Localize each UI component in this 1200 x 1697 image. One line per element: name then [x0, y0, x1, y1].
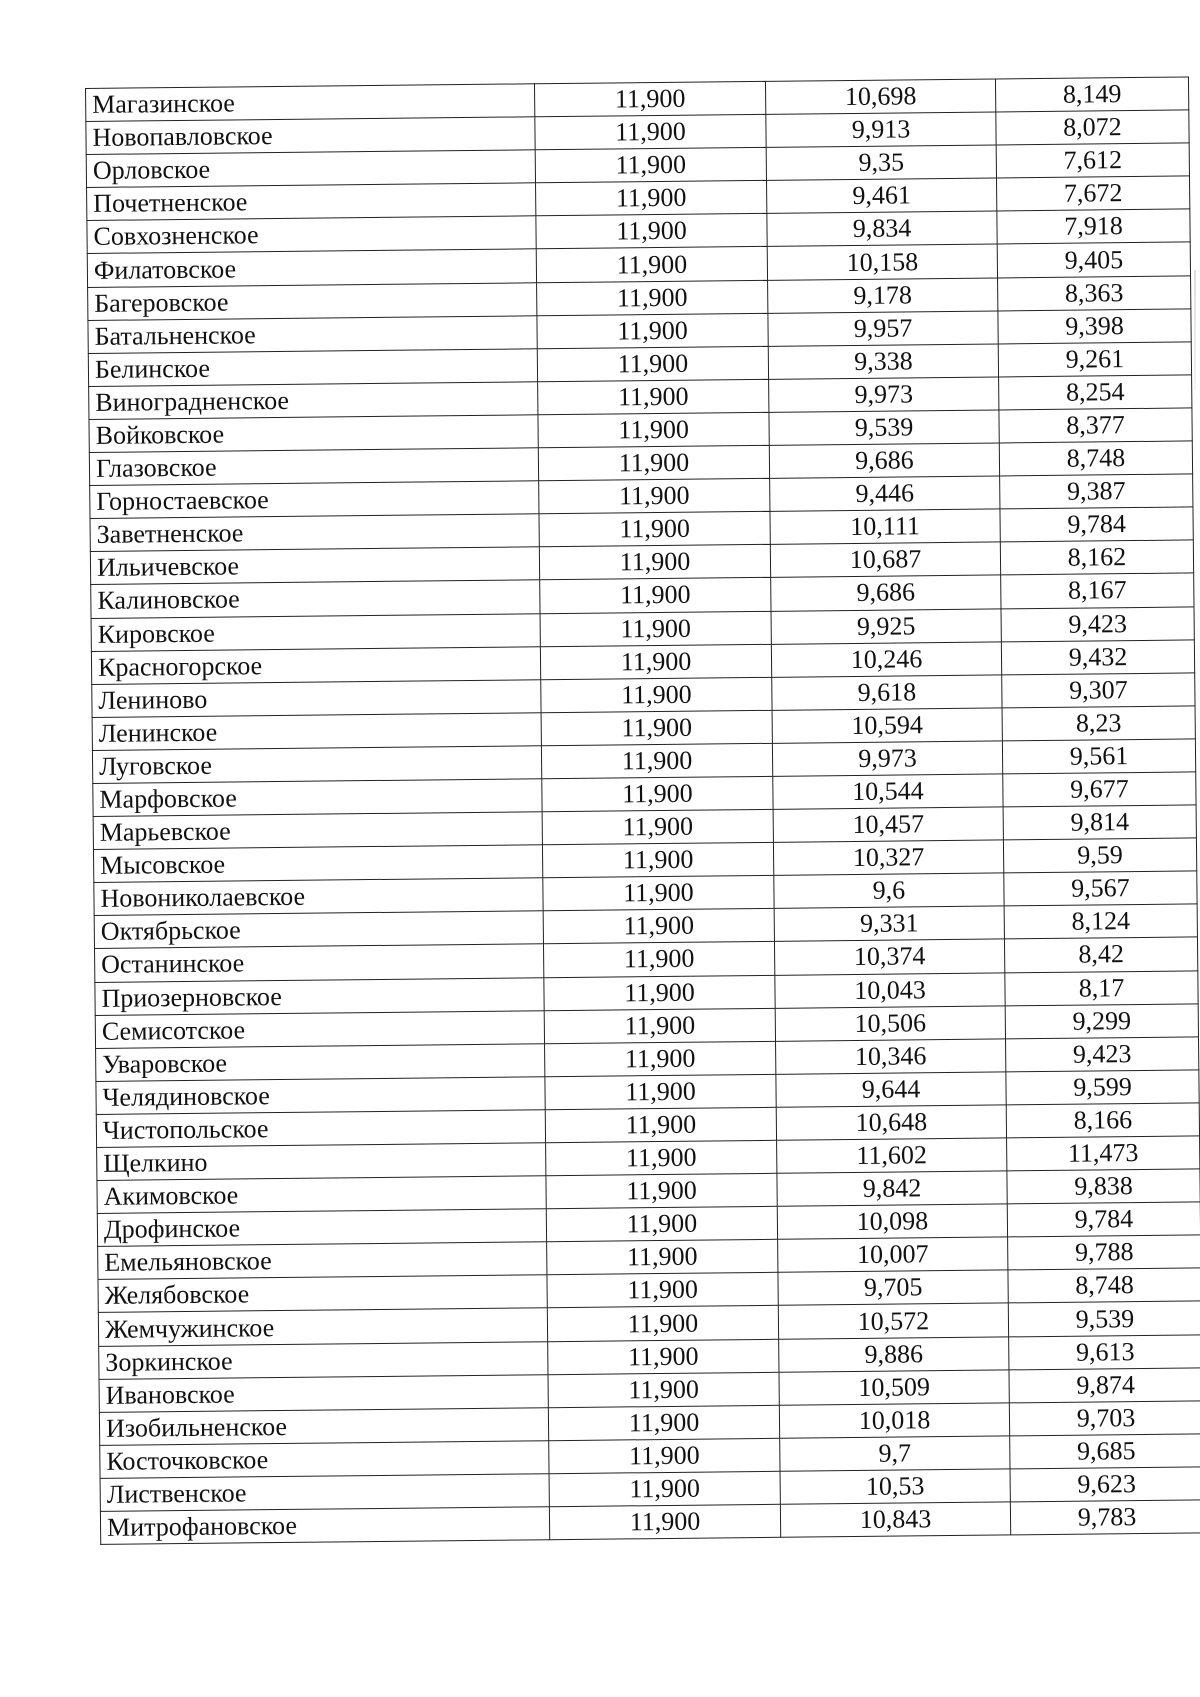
settlement-name-cell: Орловское — [86, 150, 535, 188]
settlement-name-cell: Филатовское — [87, 249, 536, 287]
value-cell-1: 11,900 — [541, 710, 772, 746]
value-cell-2: 9,7 — [780, 1436, 1010, 1472]
settlement-name-cell: Батальненское — [88, 315, 537, 353]
value-cell-2: 10,506 — [775, 1006, 1005, 1042]
value-cell-1: 11,900 — [536, 247, 767, 283]
settlement-name-cell: Уваровское — [96, 1043, 545, 1081]
value-cell-1: 11,900 — [549, 1504, 780, 1540]
value-cell-1: 11,900 — [545, 1074, 776, 1110]
value-cell-1: 11,900 — [548, 1372, 779, 1408]
value-cell-3: 9,423 — [1001, 606, 1194, 641]
value-cell-3: 9,703 — [1009, 1401, 1200, 1436]
value-cell-3: 8,072 — [996, 110, 1189, 145]
value-cell-1: 11,900 — [547, 1306, 778, 1342]
value-cell-1: 11,900 — [536, 214, 767, 250]
value-cell-3: 8,17 — [1005, 970, 1198, 1005]
settlement-name-cell: Виноградненское — [89, 382, 538, 420]
value-cell-1: 11,900 — [548, 1339, 779, 1375]
value-cell-3: 9,784 — [1000, 507, 1193, 542]
value-cell-1: 11,900 — [537, 280, 768, 316]
value-cell-2: 9,331 — [774, 906, 1004, 942]
value-cell-1: 11,900 — [549, 1438, 780, 1474]
settlement-name-cell: Емельяновское — [98, 1242, 547, 1280]
value-cell-3: 7,918 — [997, 209, 1190, 244]
value-cell-2: 10,007 — [778, 1237, 1008, 1273]
value-cell-2: 10,648 — [776, 1105, 1006, 1141]
value-cell-1: 11,900 — [547, 1273, 778, 1309]
value-cell-3: 9,685 — [1010, 1434, 1200, 1469]
value-cell-3: 8,23 — [1002, 706, 1195, 741]
settlement-name-cell: Октябрьское — [94, 911, 543, 949]
value-cell-1: 11,900 — [540, 644, 771, 680]
value-cell-1: 11,900 — [534, 81, 765, 117]
value-cell-2: 9,834 — [767, 211, 997, 247]
value-cell-3: 8,124 — [1004, 904, 1197, 939]
value-cell-1: 11,900 — [537, 313, 768, 349]
settlement-name-cell: Магазинское — [86, 84, 535, 122]
value-cell-3: 9,623 — [1010, 1467, 1200, 1502]
value-cell-3: 9,838 — [1007, 1169, 1200, 1204]
value-cell-1: 11,900 — [549, 1471, 780, 1507]
value-cell-2: 9,886 — [779, 1336, 1009, 1372]
value-cell-1: 11,900 — [540, 578, 771, 614]
value-cell-2: 10,572 — [778, 1303, 1008, 1339]
value-cell-2: 9,644 — [776, 1072, 1006, 1108]
settlement-name-cell: Новопавловское — [86, 117, 535, 155]
settlement-name-cell: Желябовское — [98, 1275, 547, 1313]
value-cell-1: 11,900 — [543, 876, 774, 912]
scan-edge-mark — [1194, 270, 1196, 390]
value-cell-3: 8,363 — [998, 275, 1191, 310]
value-cell-1: 11,900 — [539, 478, 770, 514]
value-cell-2: 10,346 — [776, 1039, 1006, 1075]
value-cell-1: 11,900 — [535, 148, 766, 184]
value-cell-2: 10,843 — [780, 1502, 1010, 1538]
settlement-name-cell: Акимовское — [97, 1176, 546, 1214]
settlement-name-cell: Лиственское — [100, 1474, 549, 1512]
settlement-name-cell: Совхозненское — [87, 216, 536, 254]
value-cell-2: 10,594 — [772, 708, 1002, 744]
value-cell-1: 11,900 — [539, 512, 770, 548]
value-cell-3: 9,307 — [1002, 673, 1195, 708]
value-cell-1: 11,900 — [542, 776, 773, 812]
value-cell-3: 9,599 — [1006, 1070, 1199, 1105]
value-cell-1: 11,900 — [538, 379, 769, 415]
value-cell-1: 11,900 — [542, 809, 773, 845]
value-cell-3: 7,612 — [996, 143, 1189, 178]
settlement-name-cell: Горностаевское — [90, 481, 539, 519]
settlement-name-cell: Заветненское — [90, 514, 539, 552]
value-cell-3: 7,672 — [996, 176, 1189, 211]
settlement-name-cell: Лениново — [92, 679, 541, 717]
value-cell-2: 9,913 — [766, 112, 996, 148]
value-cell-3: 9,261 — [998, 342, 1191, 377]
settlement-name-cell: Марфовское — [93, 779, 542, 817]
settlement-name-cell: Зоркинское — [99, 1341, 548, 1379]
value-cell-2: 9,539 — [769, 410, 999, 446]
value-cell-1: 11,900 — [538, 445, 769, 481]
value-cell-2: 10,043 — [775, 972, 1005, 1008]
table-body — [86, 77, 1200, 1545]
value-cell-3: 9,783 — [1010, 1500, 1200, 1535]
value-cell-2: 9,461 — [767, 178, 997, 214]
value-cell-3: 8,166 — [1006, 1103, 1199, 1138]
value-cell-3: 9,423 — [1006, 1037, 1199, 1072]
value-cell-3: 9,677 — [1003, 772, 1196, 807]
value-cell-2: 10,111 — [770, 509, 1000, 545]
value-cell-2: 10,098 — [777, 1204, 1007, 1240]
settlement-name-cell: Щелкино — [97, 1143, 546, 1181]
value-cell-2: 10,018 — [779, 1403, 1009, 1439]
value-cell-3: 9,398 — [998, 309, 1191, 344]
value-cell-3: 9,299 — [1005, 1004, 1198, 1039]
value-cell-2: 9,973 — [769, 377, 999, 413]
value-cell-3: 9,613 — [1009, 1334, 1200, 1369]
value-cell-1: 11,900 — [543, 942, 774, 978]
value-cell-2: 9,925 — [771, 608, 1001, 644]
value-cell-2: 9,957 — [768, 311, 998, 347]
settlement-name-cell: Митрофановское — [100, 1507, 549, 1545]
value-cell-3: 11,473 — [1007, 1136, 1200, 1171]
value-cell-1: 11,900 — [543, 909, 774, 945]
value-cell-1: 11,900 — [541, 677, 772, 713]
value-cell-1: 11,900 — [536, 181, 767, 217]
value-cell-1: 11,900 — [546, 1140, 777, 1176]
value-cell-3: 9,784 — [1007, 1202, 1200, 1237]
value-cell-1: 11,900 — [541, 743, 772, 779]
settlement-name-cell: Калиновское — [91, 580, 540, 618]
settlement-name-cell: Семисотское — [95, 1010, 544, 1048]
settlement-name-cell: Ильичевское — [90, 547, 539, 585]
value-cell-1: 11,900 — [542, 842, 773, 878]
value-cell-1: 11,900 — [539, 545, 770, 581]
value-cell-1: 11,900 — [545, 1041, 776, 1077]
value-cell-1: 11,900 — [546, 1173, 777, 1209]
value-cell-1: 11,900 — [540, 611, 771, 647]
value-cell-3: 8,162 — [1000, 540, 1193, 575]
value-cell-2: 10,374 — [774, 939, 1004, 975]
settlement-name-cell: Ивановское — [99, 1374, 548, 1412]
value-cell-2: 9,686 — [769, 443, 999, 479]
value-cell-2: 9,446 — [770, 476, 1000, 512]
settlement-name-cell: Багеровское — [88, 282, 537, 320]
value-cell-3: 8,149 — [995, 77, 1188, 112]
value-cell-3: 8,377 — [999, 408, 1192, 443]
settlement-name-cell: Чистопольское — [96, 1110, 545, 1148]
value-cell-2: 9,6 — [774, 873, 1004, 909]
value-cell-2: 10,246 — [771, 642, 1001, 678]
value-cell-2: 10,327 — [773, 840, 1003, 876]
value-cell-2: 10,544 — [773, 774, 1003, 810]
value-cell-1: 11,900 — [544, 975, 775, 1011]
settlement-name-cell: Красногорское — [91, 646, 540, 684]
value-cell-2: 10,53 — [780, 1469, 1010, 1505]
value-cell-1: 11,900 — [546, 1206, 777, 1242]
value-cell-3: 8,748 — [999, 441, 1192, 476]
value-cell-1: 11,900 — [538, 412, 769, 448]
value-cell-2: 10,509 — [779, 1370, 1009, 1406]
value-cell-3: 9,788 — [1008, 1235, 1200, 1270]
value-cell-3: 9,59 — [1003, 838, 1196, 873]
value-cell-1: 11,900 — [545, 1107, 776, 1143]
value-cell-3: 8,748 — [1008, 1268, 1200, 1303]
value-cell-2: 9,338 — [768, 344, 998, 380]
settlement-name-cell: Почетненское — [87, 183, 536, 221]
settlement-name-cell: Белинское — [88, 349, 537, 387]
value-cell-3: 9,561 — [1002, 739, 1195, 774]
settlement-name-cell: Изобильненское — [99, 1407, 548, 1445]
settlement-name-cell: Кировское — [91, 613, 540, 651]
value-cell-2: 10,158 — [767, 244, 997, 280]
value-cell-3: 8,42 — [1004, 937, 1197, 972]
value-cell-2: 9,973 — [772, 741, 1002, 777]
value-cell-2: 10,698 — [765, 79, 995, 115]
value-cell-3: 9,874 — [1009, 1368, 1200, 1403]
settlement-name-cell: Останинское — [95, 944, 544, 982]
value-cell-3: 9,387 — [1000, 474, 1193, 509]
settlement-name-cell: Косточковское — [100, 1441, 549, 1479]
settlement-name-cell: Челядиновское — [96, 1077, 545, 1115]
value-cell-2: 9,686 — [771, 575, 1001, 611]
settlement-name-cell: Новониколаевское — [94, 878, 543, 916]
value-cell-2: 9,35 — [766, 145, 996, 181]
settlement-name-cell: Луговское — [92, 746, 541, 784]
value-cell-2: 10,687 — [770, 542, 1000, 578]
value-cell-2: 9,842 — [777, 1171, 1007, 1207]
value-cell-3: 8,254 — [999, 375, 1192, 410]
value-cell-2: 11,602 — [777, 1138, 1007, 1174]
value-cell-3: 9,567 — [1004, 871, 1197, 906]
settlement-name-cell: Мысовское — [93, 845, 542, 883]
value-cell-1: 11,900 — [547, 1240, 778, 1276]
value-cell-1: 11,900 — [535, 114, 766, 150]
value-cell-1: 11,900 — [537, 346, 768, 382]
value-cell-1: 11,900 — [548, 1405, 779, 1441]
settlement-name-cell: Дрофинское — [97, 1209, 546, 1247]
value-cell-3: 9,405 — [997, 242, 1190, 277]
settlement-name-cell: Марьевское — [93, 812, 542, 850]
settlement-name-cell: Жемчужинское — [98, 1308, 547, 1346]
settlement-name-cell: Глазовское — [89, 448, 538, 486]
settlements-table — [85, 76, 1200, 1545]
value-cell-2: 9,705 — [778, 1270, 1008, 1306]
value-cell-3: 9,814 — [1003, 805, 1196, 840]
value-cell-3: 9,432 — [1001, 640, 1194, 675]
settlement-name-cell: Приозерновское — [95, 977, 544, 1015]
value-cell-2: 10,457 — [773, 807, 1003, 843]
value-cell-3: 9,539 — [1008, 1301, 1200, 1336]
value-cell-3: 8,167 — [1001, 573, 1194, 608]
value-cell-1: 11,900 — [544, 1008, 775, 1044]
value-cell-2: 9,618 — [772, 675, 1002, 711]
settlement-name-cell: Ленинское — [92, 713, 541, 751]
settlement-name-cell: Войковское — [89, 415, 538, 453]
value-cell-2: 9,178 — [768, 278, 998, 314]
